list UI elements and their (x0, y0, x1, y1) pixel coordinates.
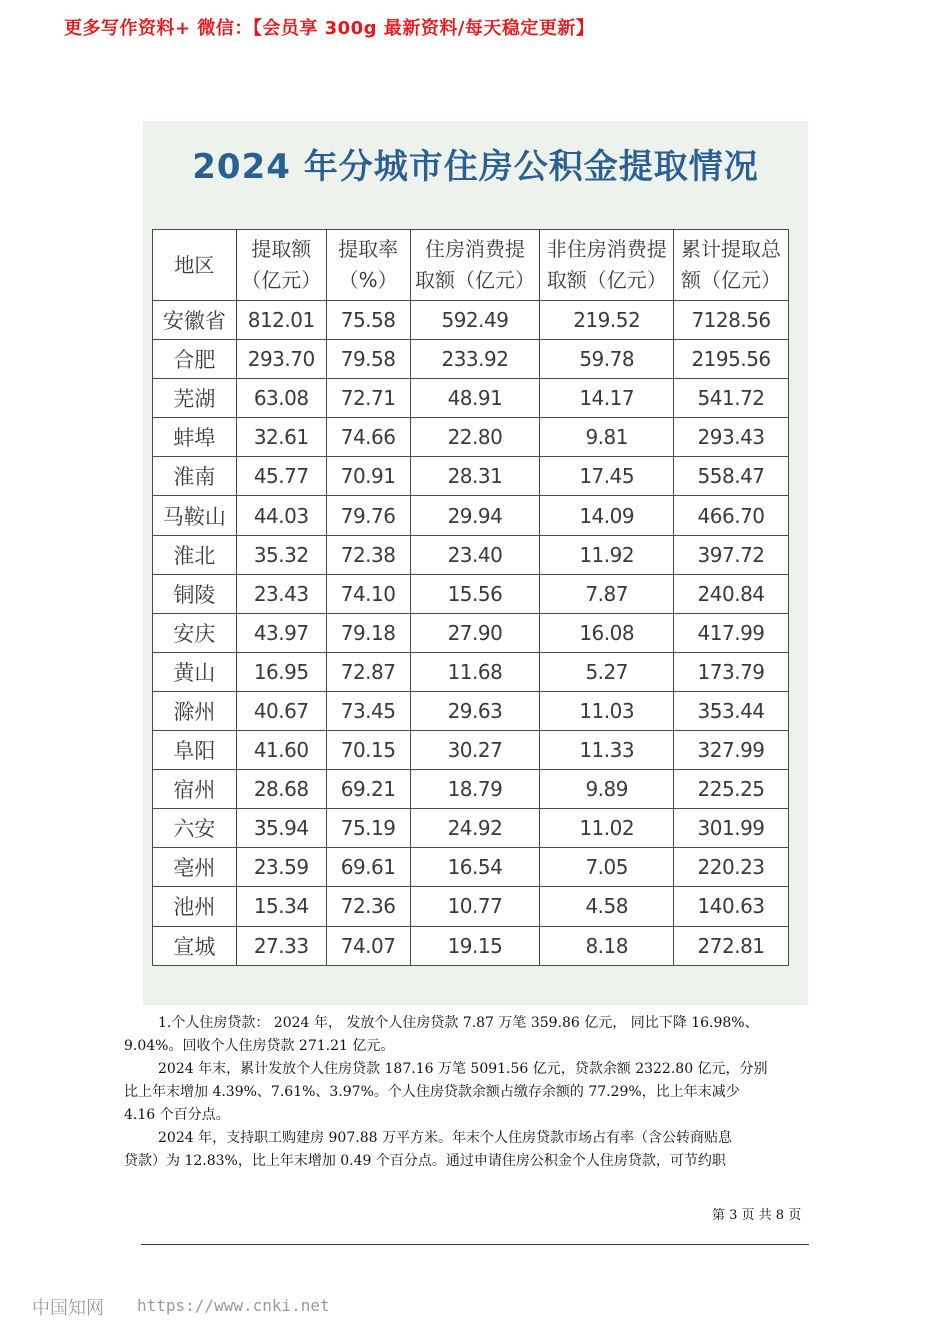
region-cell: 六安 (153, 809, 237, 848)
value-cell: 240.84 (674, 574, 789, 613)
table-row (153, 731, 789, 770)
value-cell: 9.89 (540, 770, 674, 809)
p1-line1: 1.个人住房贷款： 2024 年， 发放个人住房贷款 7.87 万笔 359.86 亿元， 同比下降 16.98%、 (158, 1015, 759, 1031)
value-cell: 70.15 (326, 731, 410, 770)
region-cell: 亳州 (153, 848, 237, 887)
value-cell: 11.33 (540, 731, 674, 770)
page-number: 第 3 页 共 8 页 (712, 1208, 802, 1223)
column-header (540, 230, 674, 301)
value-cell: 75.58 (326, 301, 410, 340)
column-header (236, 230, 326, 301)
value-cell: 9.81 (540, 418, 674, 457)
column-header-text: 取额（亿元） (414, 268, 535, 292)
value-cell: 16.08 (540, 613, 674, 652)
value-cell: 72.38 (326, 535, 410, 574)
value-cell: 592.49 (410, 301, 540, 340)
value-cell: 43.97 (236, 613, 326, 652)
value-cell: 272.81 (674, 926, 789, 965)
value-cell: 19.15 (410, 926, 540, 965)
value-cell: 70.91 (326, 457, 410, 496)
value-cell: 5.27 (540, 652, 674, 691)
value-cell: 59.78 (540, 340, 674, 379)
cnki-logo: 中国知网 (32, 1298, 104, 1319)
value-cell: 7.05 (540, 848, 674, 887)
table-row (153, 418, 789, 457)
table-row (153, 691, 789, 730)
region-cell: 池州 (153, 887, 237, 926)
value-cell: 44.03 (236, 496, 326, 535)
p2-line1: 2024 年末，累计发放个人住房贷款 187.16 万笔 5091.56 亿元，贷款余额 2322.80 亿元，分别 (158, 1061, 768, 1077)
table-row (153, 926, 789, 965)
value-cell: 35.32 (236, 535, 326, 574)
table-row (153, 496, 789, 535)
table-row (153, 848, 789, 887)
column-header-text: （亿元） (241, 268, 322, 292)
p3-line1: 2024 年，支持职工购建房 907.88 万平方米。年末个人住房贷款市场占有率（含公转商贴息 (158, 1130, 732, 1146)
table-figure (143, 121, 808, 1005)
value-cell: 72.71 (326, 379, 410, 418)
value-cell: 24.92 (410, 809, 540, 848)
column-header-text: 非住房消费提 (546, 237, 667, 261)
promo-banner: 更多写作资料+ 微信：【会员享 300g 最新资料/每天稳定更新】 (64, 18, 595, 39)
value-cell: 15.34 (236, 887, 326, 926)
value-cell: 293.43 (674, 418, 789, 457)
value-cell: 79.18 (326, 613, 410, 652)
value-cell: 2195.56 (674, 340, 789, 379)
table-row (153, 652, 789, 691)
column-header-text: 取额（亿元） (546, 268, 667, 292)
value-cell: 79.76 (326, 496, 410, 535)
value-cell: 541.72 (674, 379, 789, 418)
value-cell: 140.63 (674, 887, 789, 926)
value-cell: 28.68 (236, 770, 326, 809)
value-cell: 63.08 (236, 379, 326, 418)
value-cell: 23.59 (236, 848, 326, 887)
table-header (153, 230, 789, 301)
table-row (153, 770, 789, 809)
figure-title: 2024 年分城市住房公积金提取情况 (192, 147, 759, 187)
column-header-text: 地区 (174, 252, 215, 277)
withdrawal-table (152, 229, 789, 966)
value-cell: 16.54 (410, 848, 540, 887)
value-cell: 74.66 (326, 418, 410, 457)
value-cell: 397.72 (674, 535, 789, 574)
table-row (153, 379, 789, 418)
value-cell: 73.45 (326, 691, 410, 730)
value-cell: 11.68 (410, 652, 540, 691)
value-cell: 35.94 (236, 809, 326, 848)
p2-line2: 比上年末增加 4.39%、7.61%、3.97%。个人住房贷款余额占缴存余额的 77.29%，比上年末减少 (124, 1084, 740, 1100)
paragraph-housing-support (124, 1127, 828, 1173)
value-cell: 69.61 (326, 848, 410, 887)
value-cell: 327.99 (674, 731, 789, 770)
column-header (326, 230, 410, 301)
table-row (153, 457, 789, 496)
value-cell: 15.56 (410, 574, 540, 613)
value-cell: 32.61 (236, 418, 326, 457)
region-cell: 铜陵 (153, 574, 237, 613)
value-cell: 28.31 (410, 457, 540, 496)
region-cell: 安徽省 (153, 301, 237, 340)
value-cell: 11.03 (540, 691, 674, 730)
value-cell: 14.09 (540, 496, 674, 535)
table-row (153, 535, 789, 574)
column-header-text: 提取率 (338, 237, 399, 261)
value-cell: 69.21 (326, 770, 410, 809)
table-row (153, 574, 789, 613)
footer-divider (141, 1244, 809, 1245)
value-cell: 219.52 (540, 301, 674, 340)
value-cell: 7.87 (540, 574, 674, 613)
value-cell: 417.99 (674, 613, 789, 652)
region-cell: 安庆 (153, 613, 237, 652)
value-cell: 23.43 (236, 574, 326, 613)
value-cell: 220.23 (674, 848, 789, 887)
region-cell: 宿州 (153, 770, 237, 809)
region-cell: 阜阳 (153, 731, 237, 770)
column-header-text: 累计提取总 (681, 237, 782, 261)
table-row (153, 887, 789, 926)
value-cell: 29.94 (410, 496, 540, 535)
value-cell: 17.45 (540, 457, 674, 496)
value-cell: 79.58 (326, 340, 410, 379)
value-cell: 22.80 (410, 418, 540, 457)
value-cell: 558.47 (674, 457, 789, 496)
table-row (153, 613, 789, 652)
region-cell: 蚌埠 (153, 418, 237, 457)
column-header (674, 230, 789, 301)
region-cell: 淮北 (153, 535, 237, 574)
value-cell: 301.99 (674, 809, 789, 848)
table-row (153, 340, 789, 379)
value-cell: 11.92 (540, 535, 674, 574)
value-cell: 74.07 (326, 926, 410, 965)
column-header-text: （%） (338, 268, 398, 292)
value-cell: 75.19 (326, 809, 410, 848)
column-header-text: 住房消费提 (424, 237, 525, 261)
value-cell: 27.90 (410, 613, 540, 652)
region-cell: 淮南 (153, 457, 237, 496)
region-cell: 合肥 (153, 340, 237, 379)
region-cell: 芜湖 (153, 379, 237, 418)
value-cell: 16.95 (236, 652, 326, 691)
value-cell: 225.25 (674, 770, 789, 809)
value-cell: 173.79 (674, 652, 789, 691)
region-cell: 滁州 (153, 691, 237, 730)
p1-line2: 9.04%。回收个人住房贷款 271.21 亿元。 (124, 1038, 395, 1054)
value-cell: 14.17 (540, 379, 674, 418)
value-cell: 30.27 (410, 731, 540, 770)
value-cell: 72.87 (326, 652, 410, 691)
value-cell: 40.67 (236, 691, 326, 730)
region-cell: 宣城 (153, 926, 237, 965)
value-cell: 4.58 (540, 887, 674, 926)
value-cell: 8.18 (540, 926, 674, 965)
value-cell: 233.92 (410, 340, 540, 379)
value-cell: 466.70 (674, 496, 789, 535)
column-header (153, 230, 237, 301)
value-cell: 293.70 (236, 340, 326, 379)
table-row (153, 809, 789, 848)
value-cell: 10.77 (410, 887, 540, 926)
region-cell: 马鞍山 (153, 496, 237, 535)
value-cell: 41.60 (236, 731, 326, 770)
table-body (153, 301, 789, 966)
value-cell: 353.44 (674, 691, 789, 730)
paragraph-loans-issued (124, 1012, 828, 1058)
value-cell: 7128.56 (674, 301, 789, 340)
value-cell: 45.77 (236, 457, 326, 496)
table-row (153, 301, 789, 340)
value-cell: 812.01 (236, 301, 326, 340)
value-cell: 72.36 (326, 887, 410, 926)
region-cell: 黄山 (153, 652, 237, 691)
value-cell: 74.10 (326, 574, 410, 613)
value-cell: 18.79 (410, 770, 540, 809)
value-cell: 48.91 (410, 379, 540, 418)
p2-line3: 4.16 个百分点。 (124, 1107, 230, 1123)
column-header-text: 额（亿元） (681, 268, 782, 292)
value-cell: 11.02 (540, 809, 674, 848)
value-cell: 27.33 (236, 926, 326, 965)
column-header (410, 230, 540, 301)
p3-line2: 贷款）为 12.83%，比上年末增加 0.49 个百分点。通过申请住房公积金个人住房贷款，可节约职 (124, 1153, 726, 1169)
cnki-url-link[interactable]: https://www.cnki.net (137, 1296, 330, 1315)
value-cell: 29.63 (410, 691, 540, 730)
paragraph-loans-cumulative (124, 1058, 828, 1127)
value-cell: 23.40 (410, 535, 540, 574)
column-header-text: 提取额 (251, 237, 312, 261)
